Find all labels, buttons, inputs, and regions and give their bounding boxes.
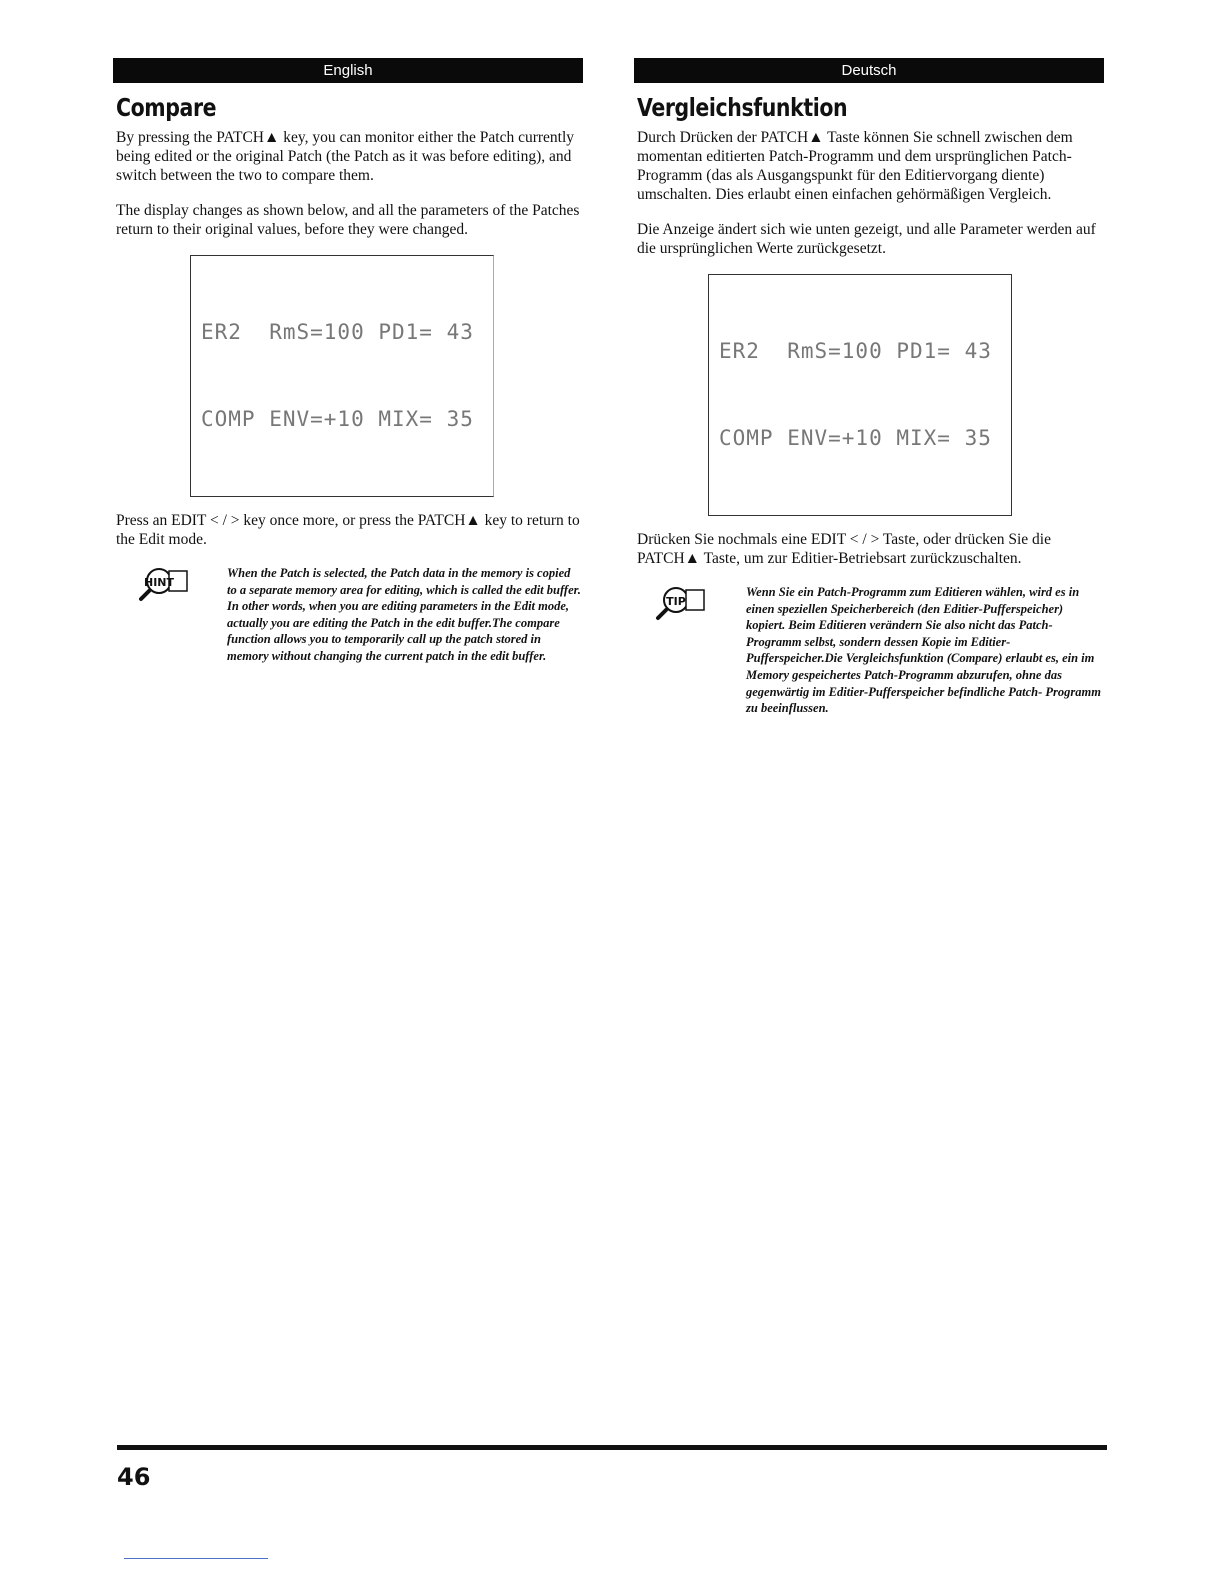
section-title-vergleichsfunktion: Vergleichsfunktion [637, 93, 848, 122]
english-column [113, 58, 583, 665]
lcd-line-1: ER2 RmS=100 PD1= 43 [201, 320, 474, 344]
hint-magnifier-icon [135, 565, 195, 605]
footer-rule [117, 1445, 1107, 1450]
tip-text: Wenn Sie ein Patch-Programm zum Editieren wählen, wird es in einen speziellen Speicherbereich (den Editier-Pufferspeicher) kopiert. Beim Editieren verändern Sie also nicht das Patch-Programm selbst, sondern dessen Kopie im Editier-Pufferspeicher.Die Vergleichsfunktion (Compare) erlaubt es, ein im Memory gespeichertes Patch-Programm abzurufen, ohne das gegenwärtig im Editier-Pufferspeicher befindliche Patch- Programm zu beeinflussen. [746, 585, 1101, 716]
lcd-display [190, 255, 494, 497]
german-column [634, 58, 1104, 717]
hint-note [113, 565, 583, 665]
tip-icon-label: TIP [666, 595, 686, 608]
lcd-line-2: COMP ENV=+10 MIX= 35 [201, 407, 474, 431]
hint-icon-label: HINT [143, 576, 175, 589]
intro-paragraph-de: Durch Drücken der PATCH▲ Taste können Sie schnell zwischen dem momentan editierten Patch-Programm und dem ursprünglichen Patch-Programm (das als Ausgangspunkt für den Editiervorgang diente) umschalten. Dies erlaubt einen einfachen gehörmäßigen Vergleich. [637, 129, 1073, 203]
intro-paragraph: By pressing the PATCH▲ key, you can monitor either the Patch currently being edited or the original Patch (the Patch as it was before editing), and switch between the two to compare them. [116, 129, 575, 184]
scan-edge-line [124, 1558, 268, 1559]
return-paragraph-de: Drücken Sie nochmals eine EDIT < / > Taste, oder drücken Sie die PATCH▲ Taste, um zur Editier-Betriebsart zurückzuschalten. [637, 531, 1051, 567]
return-paragraph: Press an EDIT < / > key once more, or press the PATCH▲ key to return to the Edit mode. [116, 512, 580, 548]
tip-magnifier-icon [652, 584, 712, 624]
language-header-english: English [113, 58, 583, 83]
section-title-compare: Compare [116, 93, 217, 122]
page-number: 46 [117, 1463, 151, 1491]
hint-text: When the Patch is selected, the Patch data in the memory is copied to a separate memory area for editing, which is called the edit buffer. In other words, when you are editing parameters in the Edit mode, actually you are editing the Patch in the edit buffer.The compare function allows you to temporarily call up the patch stored in memory without changing the current patch in the edit buffer. [227, 566, 581, 663]
lcd-display-de [708, 274, 1012, 516]
language-header-deutsch: Deutsch [634, 58, 1104, 83]
display-paragraph-de: Die Anzeige ändert sich wie unten gezeigt, und alle Parameter werden auf die ursprünglichen Werte zurückgesetzt. [637, 221, 1096, 257]
display-paragraph: The display changes as shown below, and all the parameters of the Patches return to their original values, before they were changed. [116, 202, 580, 238]
tip-note [634, 584, 1104, 717]
lcd-line-1-de: ER2 RmS=100 PD1= 43 [719, 339, 992, 363]
lcd-line-2-de: COMP ENV=+10 MIX= 35 [719, 426, 992, 450]
